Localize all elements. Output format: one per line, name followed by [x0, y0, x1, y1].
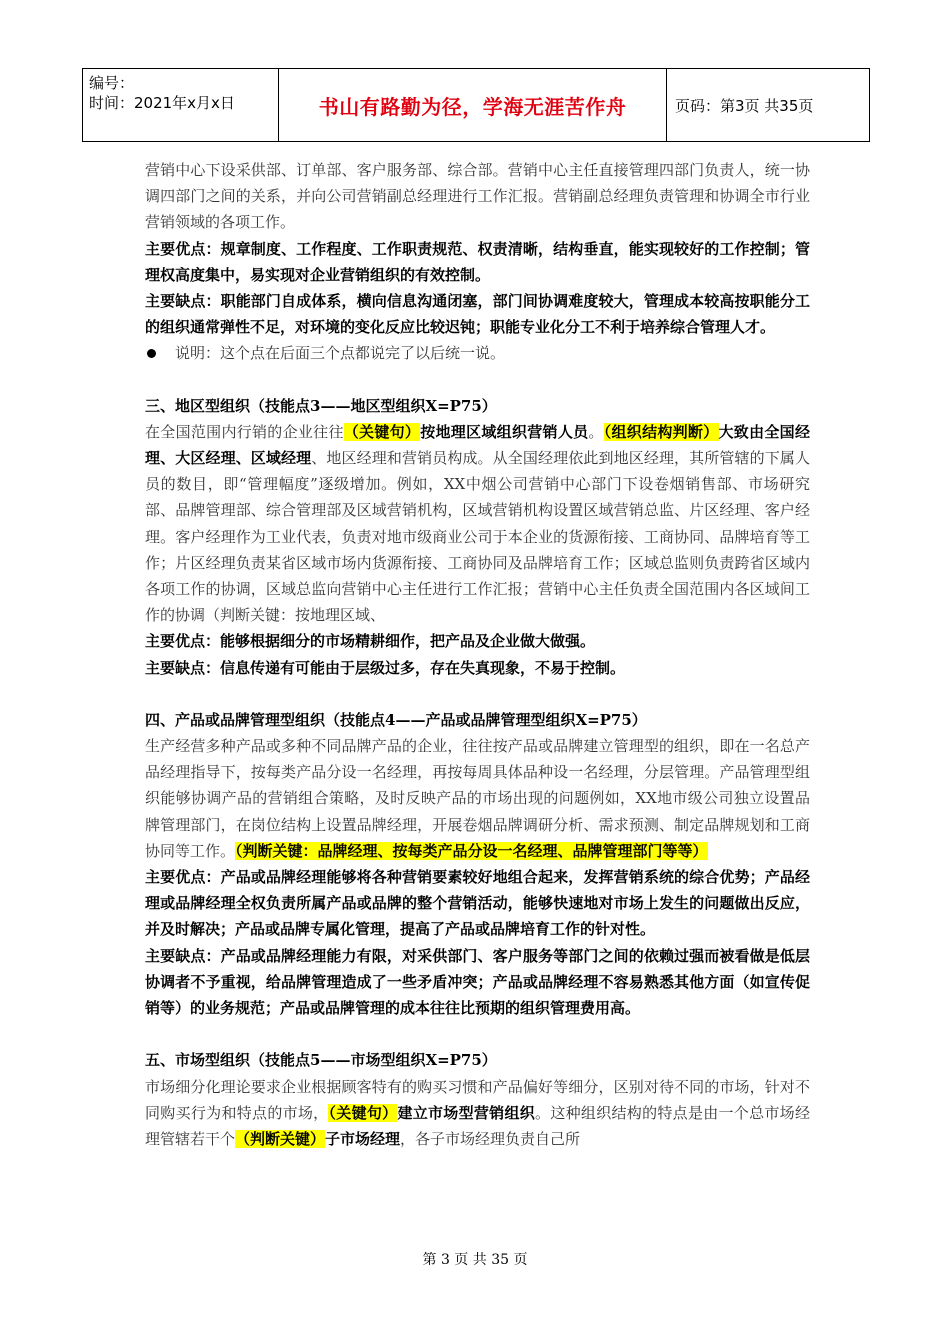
section2-note: 说明：这个点在后面三个点都说完了以后统一说。 — [145, 340, 810, 366]
number-label: 编号： — [89, 74, 135, 92]
section4-cons: 主要缺点：产品或品牌经理能力有限，对采供部门、客户服务等部门之间的依赖过强而被看做是低层协调者不予重视，给品牌管理造成了一些矛盾冲突；产品或品牌经理不容易熟悉其他方面（如宣传促销等）的业务规范；产品或品牌管理的成本往往比预期的组织管理费用高。 — [145, 946, 810, 1018]
section4-paragraph: 生产经营多种产品或多种不同品牌产品的企业，往往按产品或品牌建立管理型的组织，即在一名总产品经理指导下，按每类产品分设一名经理，再按每周具体品种设一名经理，分层管理。产品管理型组织能够协调产品的营销组合策略，及时反映产品的市场出现的问题例如，XX地市级公司独立设置品牌管理部门，在岗位结构上设置品牌经理，开展卷烟品牌调研分析、需求预测、制定品牌规划和工商协同等工作。（判断关键：品牌经理、按每类产品分设一名经理、品牌管理部门等等） — [145, 737, 810, 860]
section3-pros: 主要优点：能够根据细分的市场精耕细作，把产品及企业做大做强。 — [145, 632, 596, 651]
highlight-structure-judgement: （组织结构判断） — [603, 422, 719, 441]
section5-paragraph: 市场细分化理论要求企业根据顾客特有的购买习惯和产品偏好等细分，区别对待不同的市场，针对不同购买行为和特点的市场，（关键句）建立市场型营销组织。这种组织结构的特点是由一个总市场经理管辖若干个（判断关键）子市场经理，各子市场经理负责自己所 — [145, 1077, 810, 1148]
section3-paragraph: 在全国范围内行销的企业往往（关键句）按地理区域组织营销人员。（组织结构判断）大致由全国经理、大区经理、区域经理、地区经理和营销员构成。从全国经理依此到地区经理，其所管辖的下属人员的数目，即“管理幅度”逐级增加。例如，XX中烟公司营销中心部门下设卷烟销售部、市场研究部、品牌管理部、综合管理部及区域营销机构，区域营销机构设置区域营销总监、片区经理、客户经理。客户经理作为工业代表，负责对地市级商业公司于本企业的货源衔接、工商协同、品牌培育等工作；片区经理负责某省区域市场内货源衔接、工商协同及品牌培育工作；区域总监则负责跨省区域内各项工作的协调，区域总监向营销中心主任进行工作汇报；营销中心主任负责全国范围内各区域间工作的协调（判断关键：按地理区域、 — [145, 422, 810, 625]
spacer — [145, 681, 810, 707]
spacer — [145, 367, 810, 393]
section2-intro: 营销中心下设采供部、订单部、客户服务部、综合部。营销中心主任直接管理四部门负责人，统一协调四部门之间的关系，并向公司营销副总经理进行工作汇报。营销副总经理负责管理和协调全市行业营销领域的各项工作。 — [145, 161, 810, 232]
section2-cons: 主要缺点：职能部门自成体系，横向信息沟通闭塞，部门间协调难度较大，管理成本较高按职能分工的组织通常弹性不足，对环境的变化反应比较迟钝；职能专业化分工不利于培养综合管理人才。 — [145, 292, 810, 337]
spacer — [145, 1021, 810, 1047]
header-motto: 书山有路勤为径，学海无涯苦作舟 — [279, 69, 667, 141]
section5-heading: 五、市场型组织（技能点5——市场型组织X=P75） — [145, 1051, 497, 1070]
section3-heading: 三、地区型组织（技能点3——地区型组织X=P75） — [145, 396, 497, 415]
section4-pros: 主要优点：产品或品牌经理能够将各种营销要素较好地组合起来，发挥营销系统的综合优势；产品经理或品牌经理全权负责所属产品或品牌的整个营销活动，能够快速地对市场上发生的问题做出反应，并及时解决；产品或品牌专属化管理，提高了产品或品牌培育工作的针对性。 — [145, 868, 810, 939]
header-page-info: 页码：第3页 共35页 — [675, 96, 814, 115]
highlight-judgement-key: （判断关键：品牌经理、按每类产品分设一名经理、品牌管理部门等等） — [235, 841, 708, 860]
highlight-key-sentence: （关键句） — [343, 422, 421, 441]
page-header — [82, 68, 870, 142]
document-body — [145, 157, 810, 1152]
section3-cons: 主要缺点：信息传递有可能由于层级过多，存在失真现象，不易于控制。 — [145, 658, 626, 677]
header-meta — [83, 69, 279, 141]
highlight-judgement-key: （判断关键） — [235, 1129, 326, 1148]
section2-pros: 主要优点：规章制度、工作程度、工作职责规范、权责清晰，结构垂直，能实现较好的工作控制；管理权高度集中，易实现对企业营销组织的有效控制。 — [145, 239, 810, 284]
page-footer: 第 3 页 共 35 页 — [422, 1252, 528, 1268]
highlight-key-sentence: （关键句） — [328, 1103, 398, 1122]
section4-heading: 四、产品或品牌管理型组织（技能点4——产品或品牌管理型组织X=P75） — [145, 710, 647, 729]
time-label: 时间：2021年x月x日 — [89, 94, 235, 112]
